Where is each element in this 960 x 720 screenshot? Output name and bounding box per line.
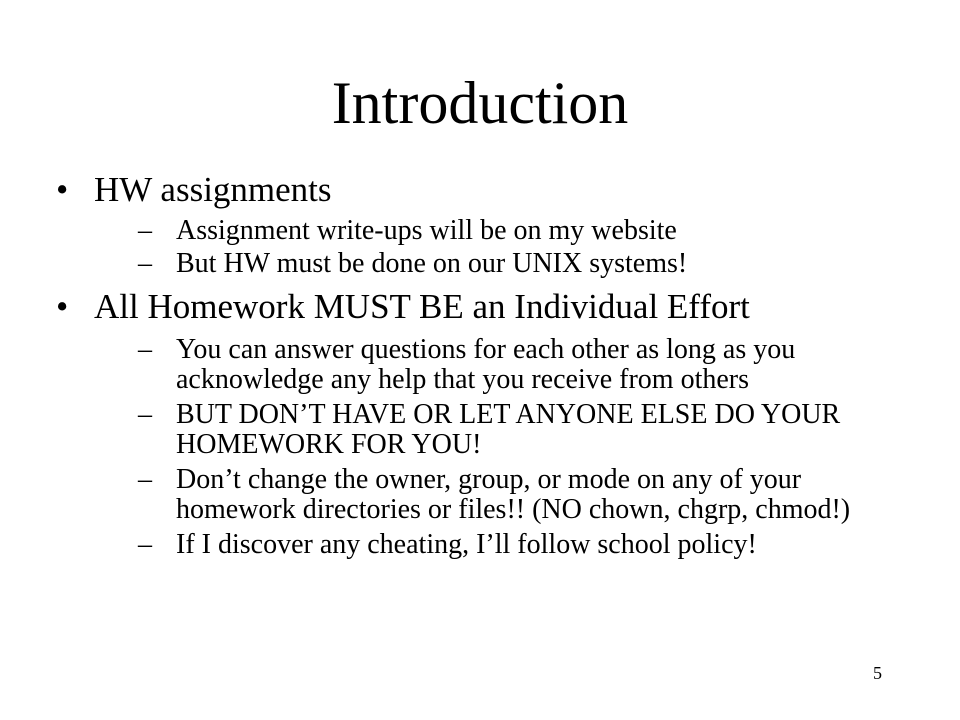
sub-item bbox=[94, 249, 936, 279]
sub-item bbox=[94, 400, 936, 460]
sub-marker: – bbox=[138, 334, 152, 365]
sub-text: If I discover any cheating, I’ll follow school policy! bbox=[176, 529, 757, 560]
sub-item bbox=[94, 530, 936, 560]
page-number: 5 bbox=[873, 663, 882, 683]
sub-text: Don’t change the owner, group, or mode on any of your homework directories or files!! (NO chown, chgrp, chmod!) bbox=[176, 464, 851, 525]
sub-text: But HW must be done on our UNIX systems! bbox=[176, 248, 688, 279]
sub-marker: – bbox=[138, 248, 152, 279]
bullet-marker: • bbox=[56, 170, 69, 209]
sub-marker: – bbox=[138, 529, 152, 560]
bullet-text: HW assignments bbox=[94, 170, 332, 209]
bullet-text: All Homework MUST BE an Individual Effort bbox=[94, 287, 750, 326]
bullet-marker: • bbox=[56, 287, 69, 326]
sub-marker: – bbox=[138, 464, 152, 495]
sub-marker: – bbox=[138, 399, 152, 430]
sub-list bbox=[94, 216, 936, 279]
sub-item bbox=[94, 335, 936, 395]
bullet-hw-assignments bbox=[56, 170, 936, 279]
bullet-individual-effort bbox=[56, 287, 936, 560]
sub-list bbox=[94, 335, 936, 560]
slide-title: Introduction bbox=[331, 70, 629, 136]
sub-marker: – bbox=[138, 215, 152, 246]
sub-text: Assignment write-ups will be on my website bbox=[176, 215, 677, 246]
sub-item bbox=[94, 465, 936, 525]
slide-content bbox=[56, 170, 936, 565]
sub-item bbox=[94, 216, 936, 246]
sub-text: BUT DON’T HAVE OR LET ANYONE ELSE DO YOUR HOMEWORK FOR YOU! bbox=[176, 399, 841, 460]
sub-text: You can answer questions for each other as long as you acknowledge any help that you receive from others bbox=[176, 334, 796, 395]
